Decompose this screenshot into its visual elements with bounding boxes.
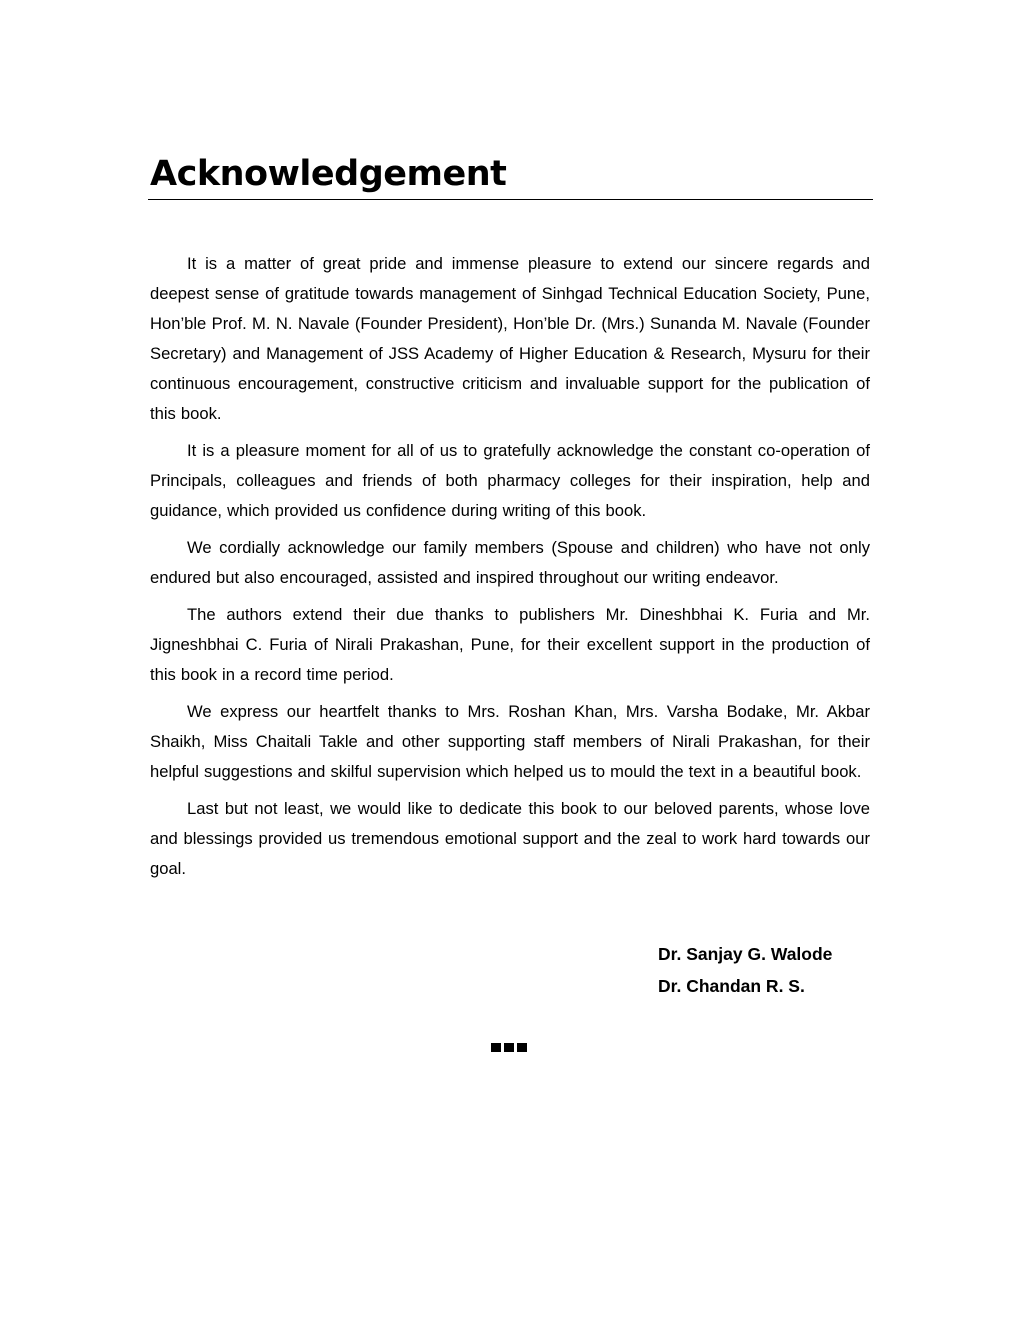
end-square-icon	[491, 1043, 501, 1052]
end-square-icon	[517, 1043, 527, 1052]
author-name: Dr. Sanjay G. Walode	[658, 944, 833, 964]
paragraph: We cordially acknowledge our family members (Spouse and children) who have not only endured but also encouraged, assisted and inspired throughout our writing endeavor.	[150, 538, 870, 587]
end-square-icon	[504, 1043, 514, 1052]
author-name: Dr. Chandan R. S.	[658, 976, 805, 996]
section-end-ornament	[491, 1043, 527, 1052]
paragraph: Last but not least, we would like to dedicate this book to our beloved parents, whose love and blessings provided us tremendous emotional support and the zeal to work hard towards our goal.	[150, 799, 870, 878]
paragraph: We express our heartfelt thanks to Mrs. Roshan Khan, Mrs. Varsha Bodake, Mr. Akbar Shaikh, Miss Chaitali Takle and other supporting staff members of Nirali Prakashan, for their helpful suggestions and skilful supervision which helped us to mould the text in a beautiful book.	[150, 702, 870, 781]
paragraph: The authors extend their due thanks to publishers Mr. Dineshbhai K. Furia and Mr. Jigneshbhai C. Furia of Nirali Prakashan, Pune, for their excellent support in the production of this book in a record time period.	[150, 605, 870, 684]
paragraph: It is a matter of great pride and immense pleasure to extend our sincere regards and deepest sense of gratitude towards management of Sinhgad Technical Education Society, Pune, Hon’ble Prof. M. N. Navale (Founder President), Hon’ble Dr. (Mrs.) Sunanda M. Navale (Founder Secretary) and Management of JSS Academy of Higher Education & Research, Mysuru for their continuous encouragement, constructive criticism and invaluable support for the publication of this book.	[150, 254, 870, 423]
author-signatures	[658, 938, 832, 1002]
title-divider	[148, 199, 873, 200]
paragraph: It is a pleasure moment for all of us to gratefully acknowledge the constant co-operation of Principals, colleagues and friends of both pharmacy colleges for their inspiration, help and guidance, which provided us confidence during writing of this book.	[150, 441, 870, 520]
acknowledgement-body	[150, 249, 870, 891]
page-title: Acknowledgement	[150, 154, 507, 194]
